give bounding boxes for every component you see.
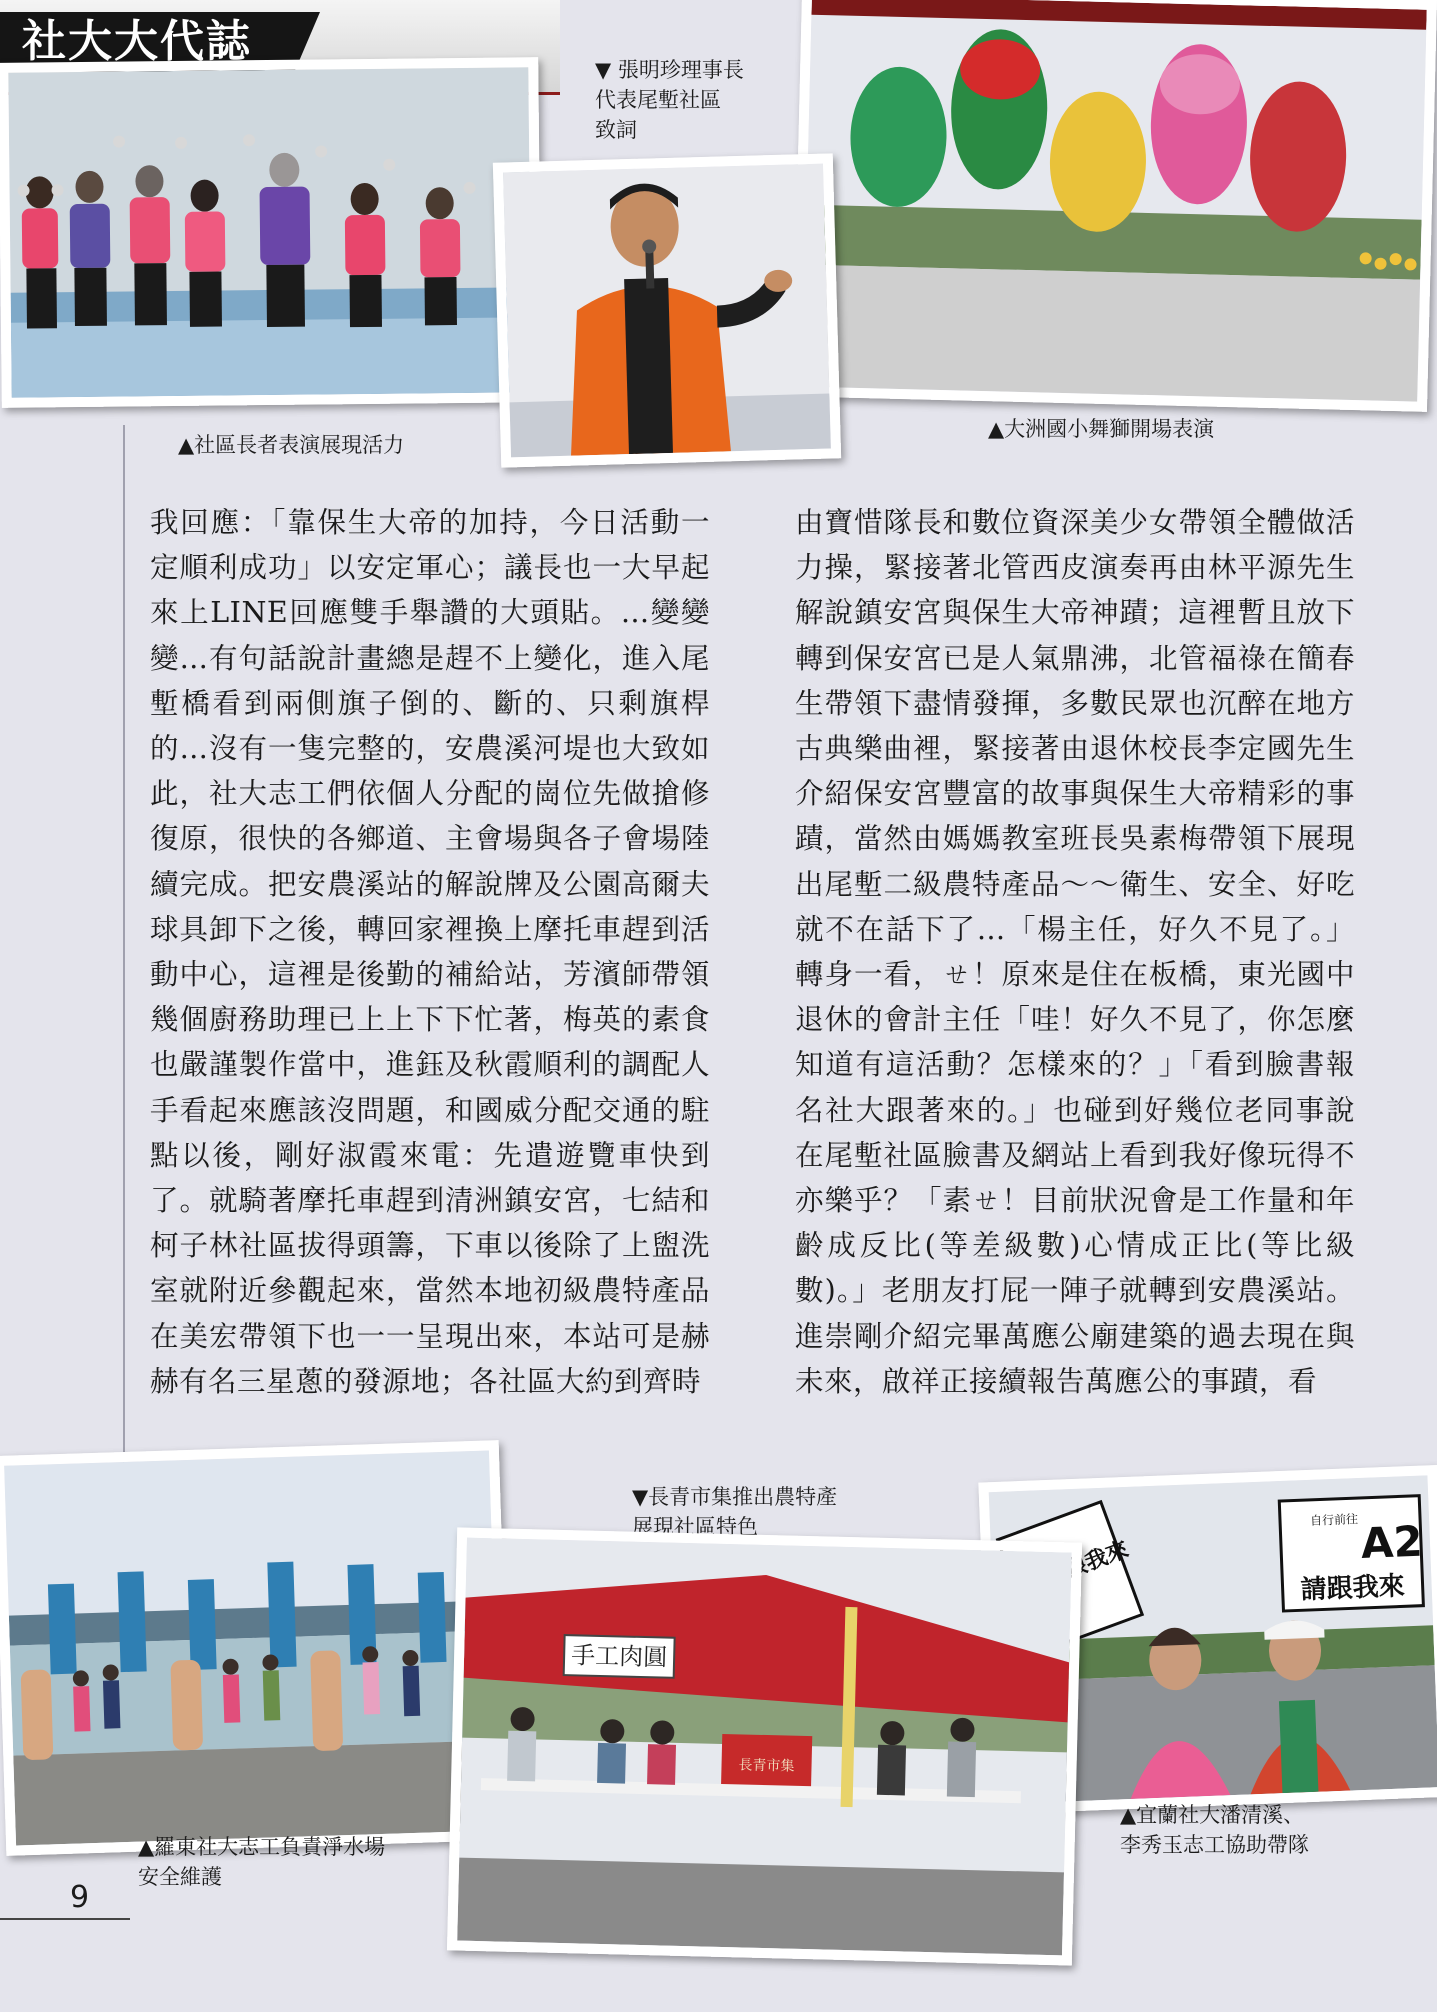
caption-chairman: ▼ 張明珍理事長 代表尾塹社區 致詞 [595,58,744,142]
photo-elders-performance [0,57,542,408]
caption-water: ▲羅東社大志工負責淨水場 安全維護 [138,1835,386,1889]
sign-right-top-text: 自行前往 [1309,1512,1359,1528]
photo-lion-dance [792,0,1437,412]
article-right-column [795,500,1355,1404]
page-number: 9 [70,1880,90,1915]
article-left-text: 我回應：「靠保生大帝的加持，今日活動一定順利成功」以安定軍心；議長也一大早起來上LINE回應雙手舉讚的大頭貼。…變變變…有句話說計畫總是趕不上變化，進入尾塹橋看到兩側旗子倒的、斷的、只剩旗桿的…沒有一隻完整的，安農溪河堤也大致如此，社大志工們依個人分配的崗位先做搶修復原，很快的各鄉道、主會場與各子會場陸續完成。把安農溪站的解說牌及公園高爾夫球具卸下之後，轉回家裡換上摩托車趕到活動中心，這裡是後勤的補給站，芳濱師帶領幾個廚務助理已上上下下忙著，梅英的素食也嚴謹製作當中，進鈺及秋霞順利的調配人手看起來應該沒問題，和國威分配交通的駐點以後，剛好淑霞來電：先遣遊覽車快到了。就騎著摩托車趕到清洲鎮安宮，七結和柯子林社區拔得頭籌，下車以後除了上盥洗室就附近參觀起來，當然本地初級農特產品在美宏帶領下也一一呈現出來，本站可是赫赫有名三星蔥的發源地；各社區大約到齊時 [150,506,710,1398]
sign-left-text: 請跟我來 [1040,1537,1133,1592]
article-right-text: 由寶惜隊長和數位資深美少女帶領全體做活力操，緊接著北管西皮演奏再由林平源先生解說鎮安宮與保生大帝神蹟；這裡暫且放下轉到保安宮已是人氣鼎沸，北管福祿在簡春生帶領下盡情發揮，多數民眾也沉醉在地方古典樂曲裡，緊接著由退休校長李定國先生介紹保安宮豐富的故事與保生大帝精彩的事蹟，當然由媽媽教室班長吳素梅帶領下展現出尾塹二級農特產品～～衛生、安全、好吃就不在話下了…「楊主任，好久不見了。」轉身一看，ㄝ！原來是住在板橋，東光國中退休的會計主任「哇！好久不見了，你怎麼知道有這活動？怎樣來的？」「看到臉書報名社大跟著來的。」也碰到好幾位老同事說在尾塹社區臉書及網站上看到我好像玩得不亦樂乎？「素ㄝ！目前狀況會是工作量和年齡成反比(等差級數)心情成正比(等比級數)。」老朋友打屁一陣子就轉到安農溪站。進崇剛介紹完畢萬應公廟建築的過去現在與未來，啟祥正接續報告萬應公的事蹟，看 [795,506,1355,1398]
caption-volunteers: ▲宜蘭社大潘清溪、 李秀玉志工協助帶隊 [1120,1803,1309,1857]
photo-market [447,1527,1082,1965]
column-rule [123,425,125,1465]
article-left-column [150,500,710,1404]
caption-elders: ▲社區長者表演展現活力 [178,433,405,457]
page-number-rule [0,1918,130,1920]
stall-sign-text: 長青市集 [738,1757,795,1775]
tent-sign-text: 手工肉圓 [570,1641,668,1672]
photo-water-plant [0,1440,511,1856]
sign-right-main-text: 請跟我來 [1300,1571,1406,1606]
sign-right-code-text: A2 [1360,1516,1424,1568]
photo-chairman-speech [493,153,841,467]
caption-lion: ▲大洲國小舞獅開場表演 [988,417,1215,441]
caption-market: ▼長青市集推出農特產 展現社區特色 [632,1485,838,1539]
masthead-title: 社大大代誌 [22,16,252,67]
